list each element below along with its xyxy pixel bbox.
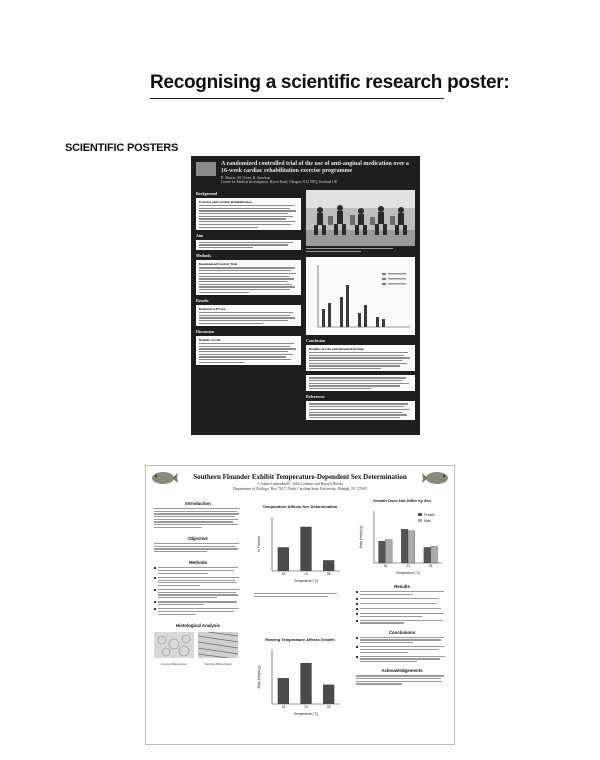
institution-logo — [196, 162, 216, 176]
chart3-legend-swatch — [418, 519, 422, 522]
micrograph-caption: Testicular Differentiation — [204, 662, 232, 666]
chart1-tick-label: 18 — [281, 572, 286, 576]
poster1-text-lines — [309, 403, 412, 418]
poster1-section-heading: Conclusion — [306, 338, 326, 343]
chart2-y-label: Body Weight (g) — [257, 665, 261, 689]
chart1-bar — [278, 547, 289, 571]
poster1-text-box — [196, 305, 301, 326]
poster1-section-heading: References — [306, 394, 325, 400]
poster1-authors — [221, 176, 414, 184]
poster2-section-heading: Histological Analysis — [175, 622, 220, 628]
poster2-left-column — [154, 498, 242, 666]
poster1-text-lines — [199, 343, 298, 363]
title-divider — [150, 98, 444, 99]
poster1-text-lines — [199, 267, 298, 292]
ovary-micrograph — [154, 632, 194, 658]
poster2-text-lines — [154, 508, 242, 528]
chart3-bar — [408, 531, 415, 563]
poster2-author-names: J. Adam Luckenbach*, John Godwin and Russell Borski — [257, 482, 343, 486]
poster2-affiliation: Department of Zoology, Box 7617, North Carolina State University, Raleigh, NC 27695 — [233, 486, 367, 491]
poster2-section-heading: Acknowledgements — [381, 668, 423, 674]
chart3-tick-label: 28 — [428, 564, 433, 568]
poster1-box-title: Exercise and Cardiac Rehabilitation — [199, 200, 252, 204]
photo-caption — [306, 248, 415, 254]
poster2-authors — [146, 482, 454, 491]
chart2-tick-label: 23 — [304, 704, 308, 709]
chart3-bar — [424, 547, 431, 563]
poster2-method-bullets — [154, 567, 242, 615]
chart2-bar — [278, 678, 289, 704]
poster1-text-lines — [199, 242, 298, 249]
poster1-text-box — [196, 198, 301, 230]
chart1-title: Temperature Affects Sex Determination — [262, 504, 338, 509]
poster2-section-heading: Introduction — [185, 501, 211, 506]
testis-micrograph — [198, 632, 238, 658]
chart3-legend-label: Female — [424, 513, 435, 517]
micrograph-caption: Ovarian Differentiation — [161, 662, 187, 666]
poster1-section-heading: Results — [196, 297, 209, 303]
chart3-tick-label: 23 — [406, 564, 410, 568]
section-heading: SCIENTIFIC POSTERS — [65, 142, 179, 154]
poster1-left-column — [196, 188, 301, 368]
exercise-photo-illustration — [306, 190, 415, 246]
poster1-right-column — [306, 188, 415, 423]
chart3-bar — [401, 529, 408, 563]
chart3-tick-label: 18 — [383, 564, 388, 568]
poster1-text-box — [196, 336, 301, 365]
chart2-bar-chart — [254, 644, 346, 718]
page-title: Recognising a scientific research poster: — [150, 72, 510, 93]
poster-cardiac-rehab — [191, 156, 420, 435]
poster2-middle-column — [254, 498, 346, 723]
poster2-section-heading: Objective — [188, 536, 208, 541]
poster1-text-lines — [199, 312, 298, 324]
poster1-chart-svg — [306, 257, 415, 335]
poster1-box-title: Randomised Control Trial — [199, 262, 238, 267]
poster1-section-heading: Methods — [196, 253, 211, 259]
chart2-bar — [323, 684, 334, 703]
poster1-text-lines — [309, 377, 412, 389]
poster2-conclusion-bullets — [356, 637, 448, 663]
chart3-legend-label: Male — [424, 519, 431, 523]
chart2-tick-label: 18 — [281, 704, 286, 709]
chart3-legend-swatch — [418, 513, 422, 516]
poster1-text-box — [196, 260, 301, 294]
poster1-text-lines — [309, 352, 412, 369]
chart3-bar — [385, 540, 392, 563]
poster1-text-box — [306, 345, 415, 371]
chart2-title: Rearing Temperature Affects Growth — [265, 636, 335, 642]
chart2-tick-label: 28 — [326, 704, 331, 709]
poster2-right-column — [356, 498, 448, 685]
poster1-references-box — [306, 401, 415, 420]
poster1-bar-chart — [306, 257, 415, 335]
poster2-text-lines — [154, 543, 242, 552]
chart1-x-label: Temperature (°C) — [293, 579, 319, 583]
poster2-title: Southern Flounder Exhibit Temperature-Dependent Sex Determination — [193, 473, 407, 481]
poster1-section-heading: Background — [196, 191, 218, 196]
poster1-box-title: Reduced GTN use — [199, 306, 226, 311]
chart3-x-label: Temperature (°C) — [395, 571, 421, 575]
poster2-section-heading: Conclusions — [388, 629, 416, 635]
poster1-title: A randomized controlled trial of the use of anti-anginal medication over a 16-week cardiac rehabilitation exercise programme — [221, 161, 409, 174]
poster2-results-bullets — [356, 591, 448, 624]
chart3-y-label: Body Weight (g) — [359, 525, 363, 549]
poster2-text-lines — [356, 675, 448, 684]
histology-images — [154, 632, 242, 666]
chart1-bar — [300, 527, 311, 571]
poster2-section-heading: Results — [394, 584, 410, 589]
poster1-author-names: R. Murray, M. Owen, R. Strachan — [221, 176, 270, 180]
chart3-title: Growth Does Not Differ by Sex — [372, 498, 432, 503]
poster1-box-title: Benefits of Life and Financial Savings — [309, 347, 364, 351]
poster1-text-box — [196, 240, 301, 251]
chart2-bar — [300, 663, 311, 704]
chart1-bar — [323, 560, 334, 571]
chart1-tick-label: 23 — [304, 572, 308, 576]
chart1-tick-label: 28 — [326, 572, 331, 576]
poster2-section-heading: Methods — [188, 560, 208, 566]
poster1-affiliation: Centre for Medical Investigation, Byron Road, Glasgow G12 9NQ, Scotland UK — [221, 180, 338, 184]
chart3-bar — [379, 541, 386, 563]
chart1-y-label: % Females — [257, 536, 261, 552]
chart2-x-label: Temperature (°C) — [293, 711, 319, 716]
poster1-text-box — [306, 375, 415, 391]
poster1-section-heading: Discussion — [196, 329, 215, 334]
chart3-bar — [431, 546, 438, 563]
exercise-class-photo — [306, 190, 415, 246]
poster-southern-flounder — [145, 465, 455, 745]
poster1-box-title: Benefits to UK — [199, 338, 221, 342]
chart1-caption — [254, 593, 346, 597]
poster1-section-heading: Aim — [196, 232, 204, 238]
chart3-grouped-bar-chart — [356, 505, 448, 577]
poster1-text-lines — [199, 205, 298, 228]
chart1-bar-chart — [254, 511, 346, 585]
